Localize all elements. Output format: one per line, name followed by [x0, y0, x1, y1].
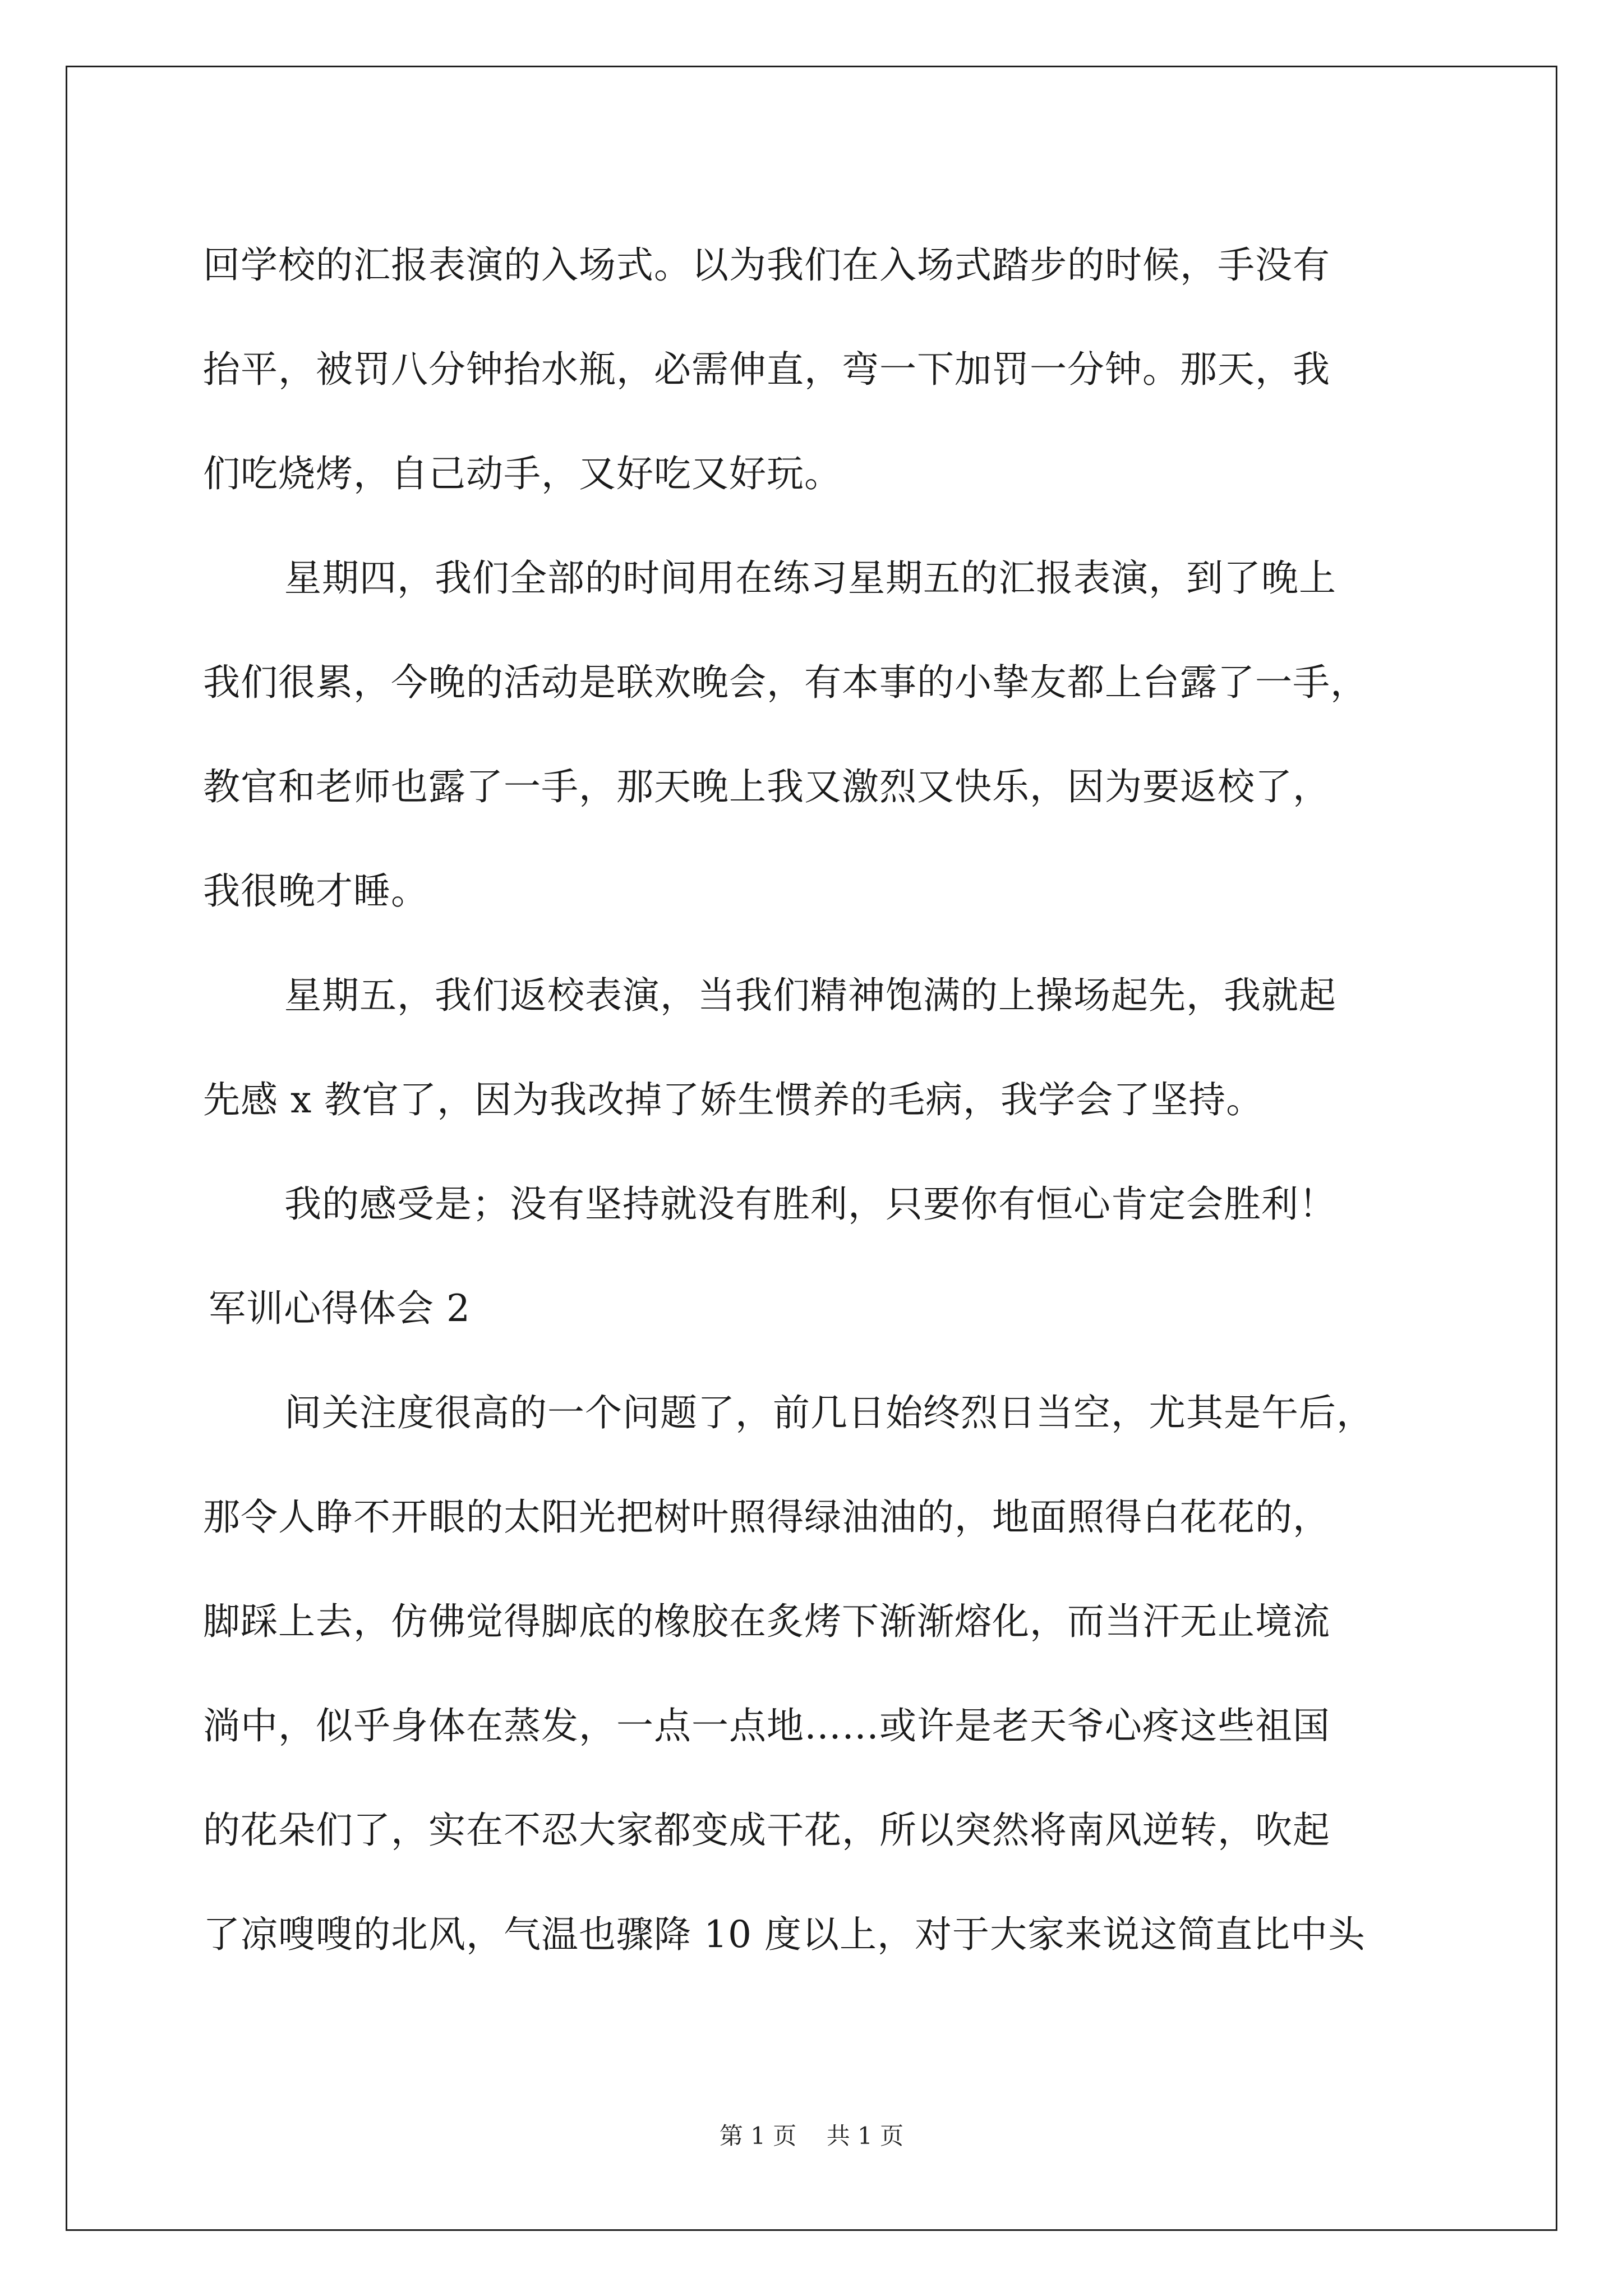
text-line: 教官和老师也露了一手，那天晚上我又激烈又快乐，因为要返校了，: [203, 765, 1330, 808]
text-line: 我很晚才睡。: [203, 869, 428, 913]
paragraph-start-line: 我的感受是；没有坚持就没有胜利，只要你有恒心肯定会胜利！: [284, 1182, 1336, 1226]
text-line: 的花朵们了，实在不忍大家都变成干花，所以突然将南风逆转，吹起: [203, 1809, 1330, 1852]
text-line: 脚踩上去，仿佛觉得脚底的橡胶在炙烤下渐渐熔化，而当汗无止境流: [203, 1600, 1330, 1643]
text-line: 了凉嗖嗖的北风，气温也骤降 10 度以上，对于大家来说这简直比中头: [203, 1913, 1366, 1956]
text-line: 淌中，似乎身体在蒸发，一点一点地……或许是老天爷心疼这些祖国: [203, 1704, 1330, 1747]
text-line: 先感 x 教官了，因为我改掉了娇生惯养的毛病，我学会了坚持。: [203, 1078, 1264, 1121]
text-line: 回学校的汇报表演的入场式。以为我们在入场式踏步的时候，手没有: [203, 243, 1330, 287]
text-line: 抬平，被罚八分钟抬水瓶，必需伸直，弯一下加罚一分钟。那天，我: [203, 348, 1330, 391]
page-footer: 第 1 页 共 1 页: [719, 2122, 904, 2150]
section-heading: 军训心得体会 2: [209, 1287, 471, 1330]
paragraph-start-line: 星期四，我们全部的时间用在练习星期五的汇报表演，到了晚上: [284, 556, 1336, 600]
document-body: [203, 213, 1437, 1987]
paragraph-start-line: 星期五，我们返校表演，当我们精神饱满的上操场起先，我就起: [284, 974, 1336, 1017]
text-line: 那令人睁不开眼的太阳光把树叶照得绿油油的，地面照得白花花的，: [203, 1496, 1330, 1539]
text-line: 我们很累，今晚的活动是联欢晚会，有本事的小挚友都上台露了一手，: [203, 661, 1368, 704]
paragraph-start-line: 间关注度很高的一个问题了，前几日始终烈日当空，尤其是午后，: [284, 1391, 1374, 1434]
text-line: 们吃烧烤，自己动手，又好吃又好玩。: [203, 452, 842, 495]
